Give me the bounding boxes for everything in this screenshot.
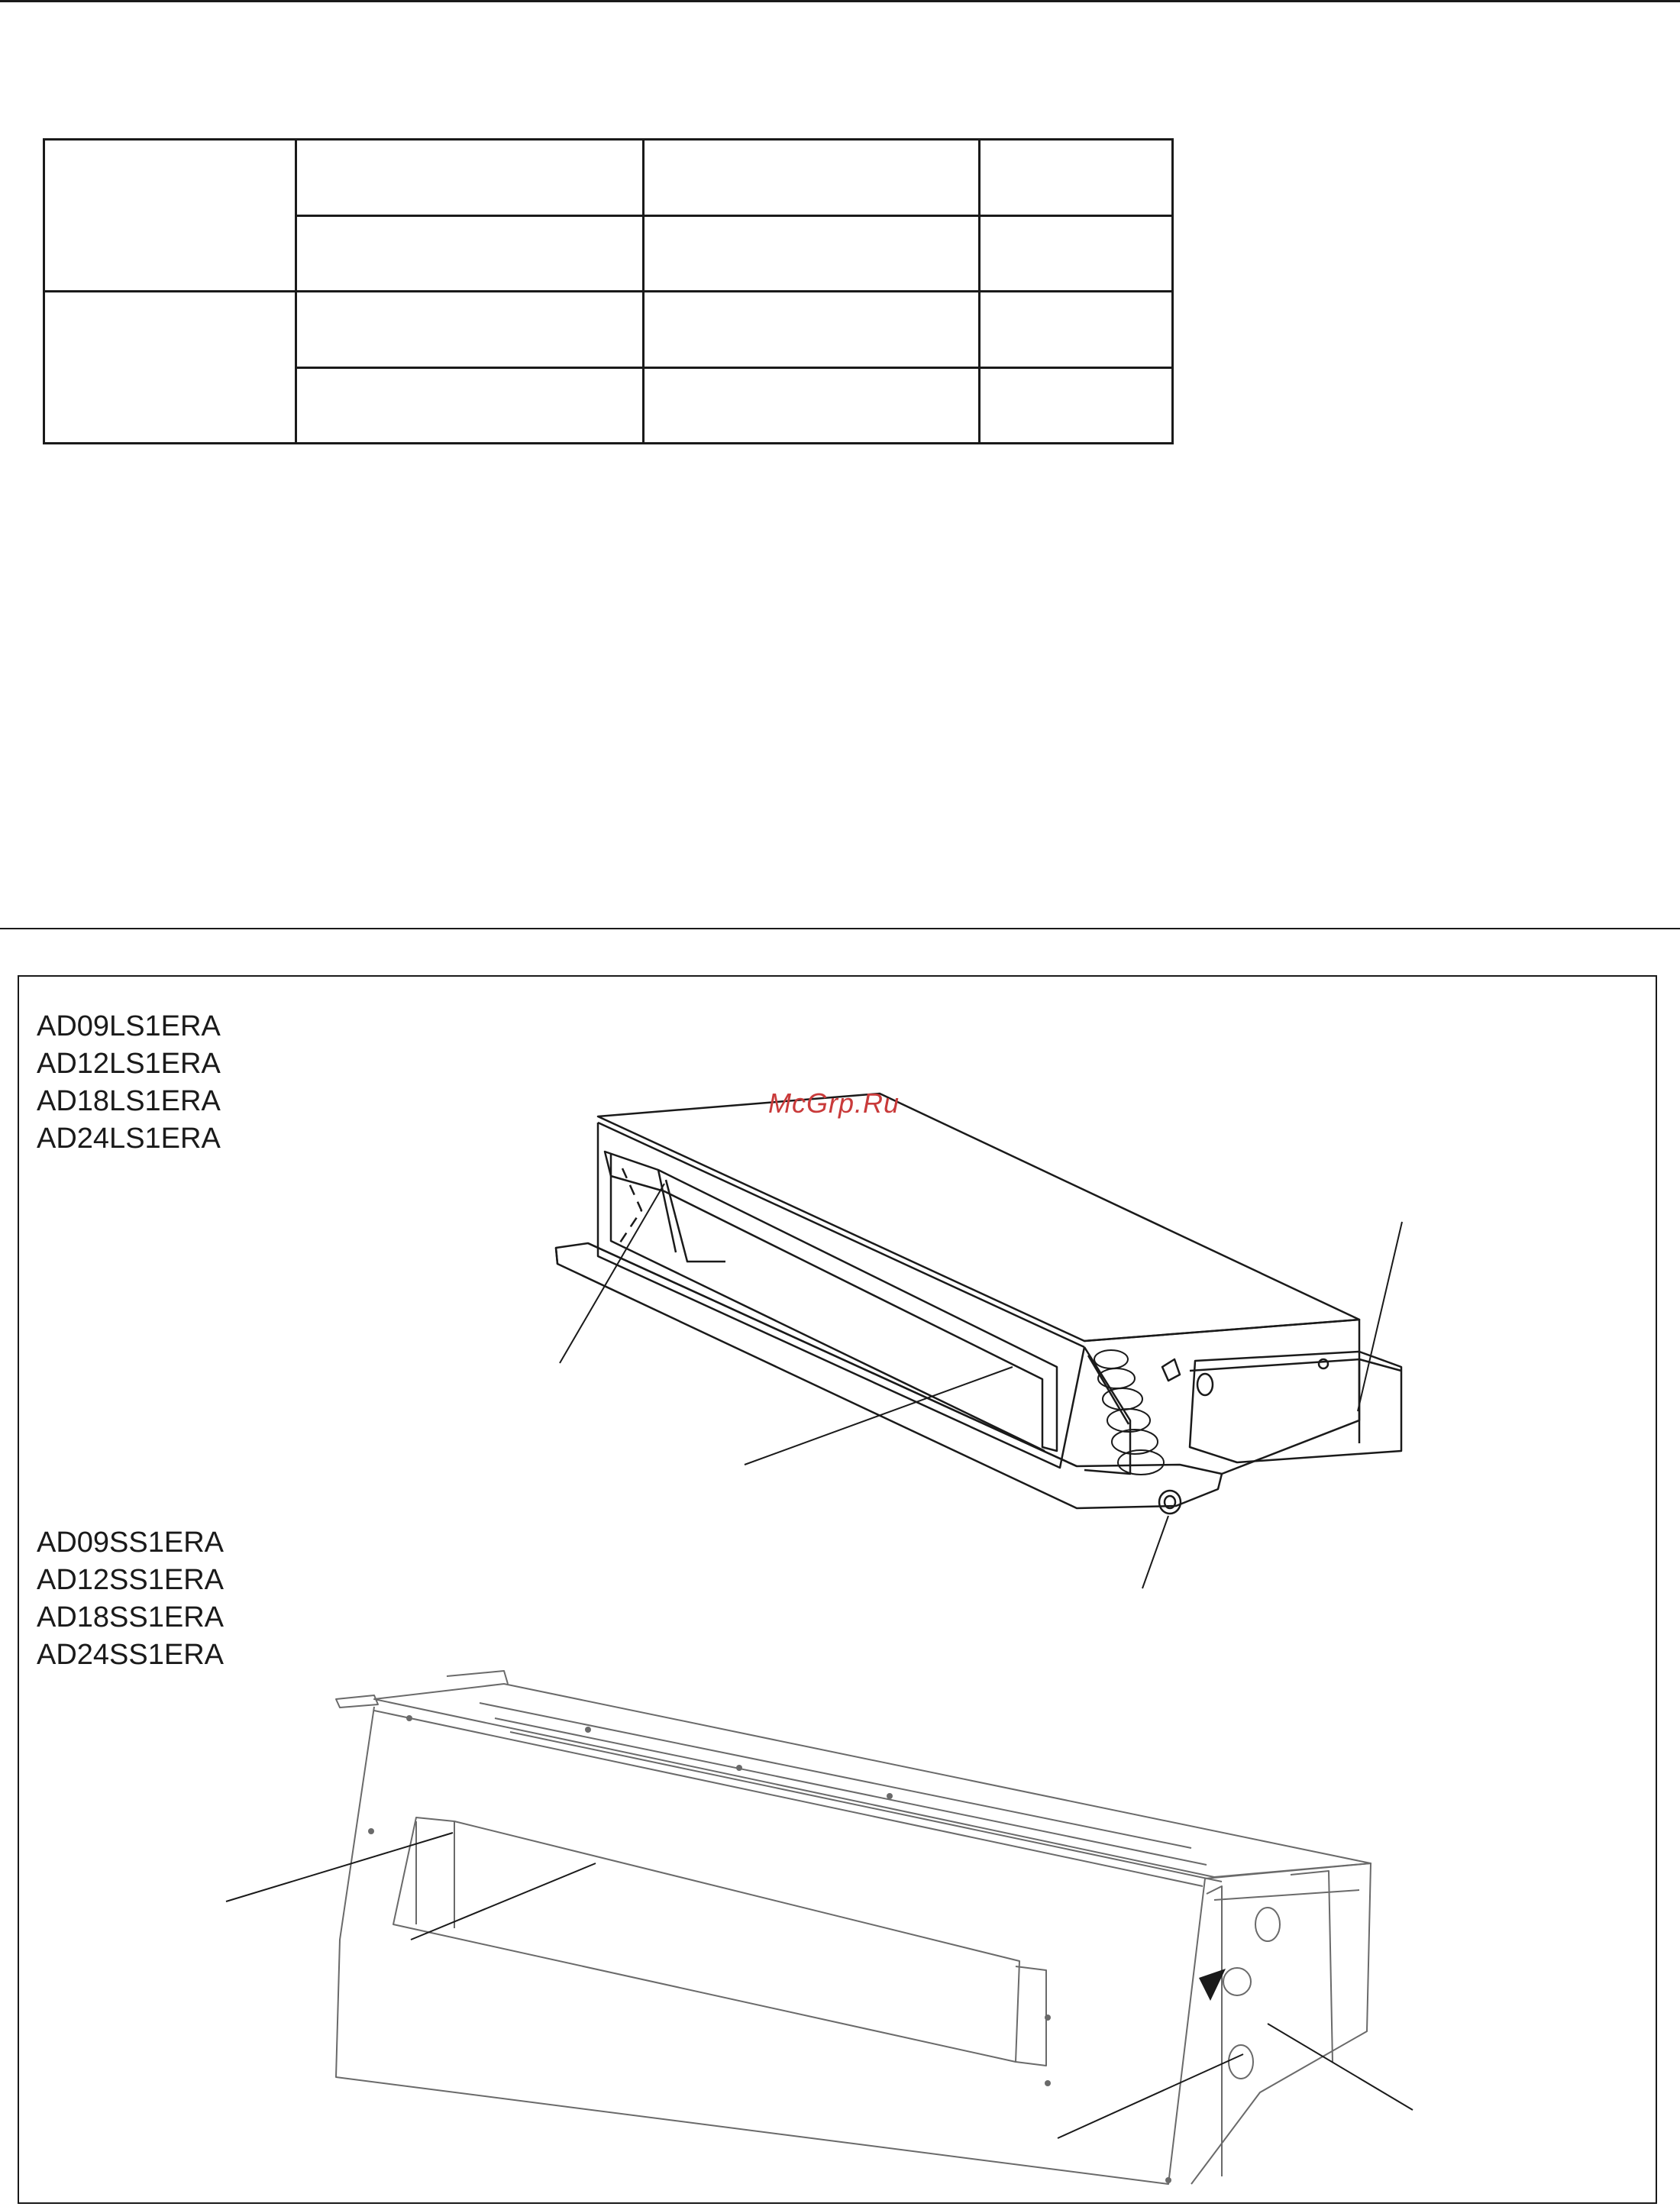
model-name: AD18LS1ERA	[37, 1085, 221, 1117]
model-name: AD12LS1ERA	[37, 1048, 221, 1080]
model-name: AD09LS1ERA	[37, 1010, 221, 1042]
model-name: AD24SS1ERA	[37, 1639, 225, 1671]
model-name: AD18SS1ERA	[37, 1601, 225, 1633]
model-name: AD24LS1ERA	[37, 1123, 221, 1155]
model-name: AD12SS1ERA	[37, 1564, 225, 1596]
model-name: AD09SS1ERA	[37, 1527, 225, 1559]
watermark: McGrp.Ru	[768, 1087, 900, 1119]
